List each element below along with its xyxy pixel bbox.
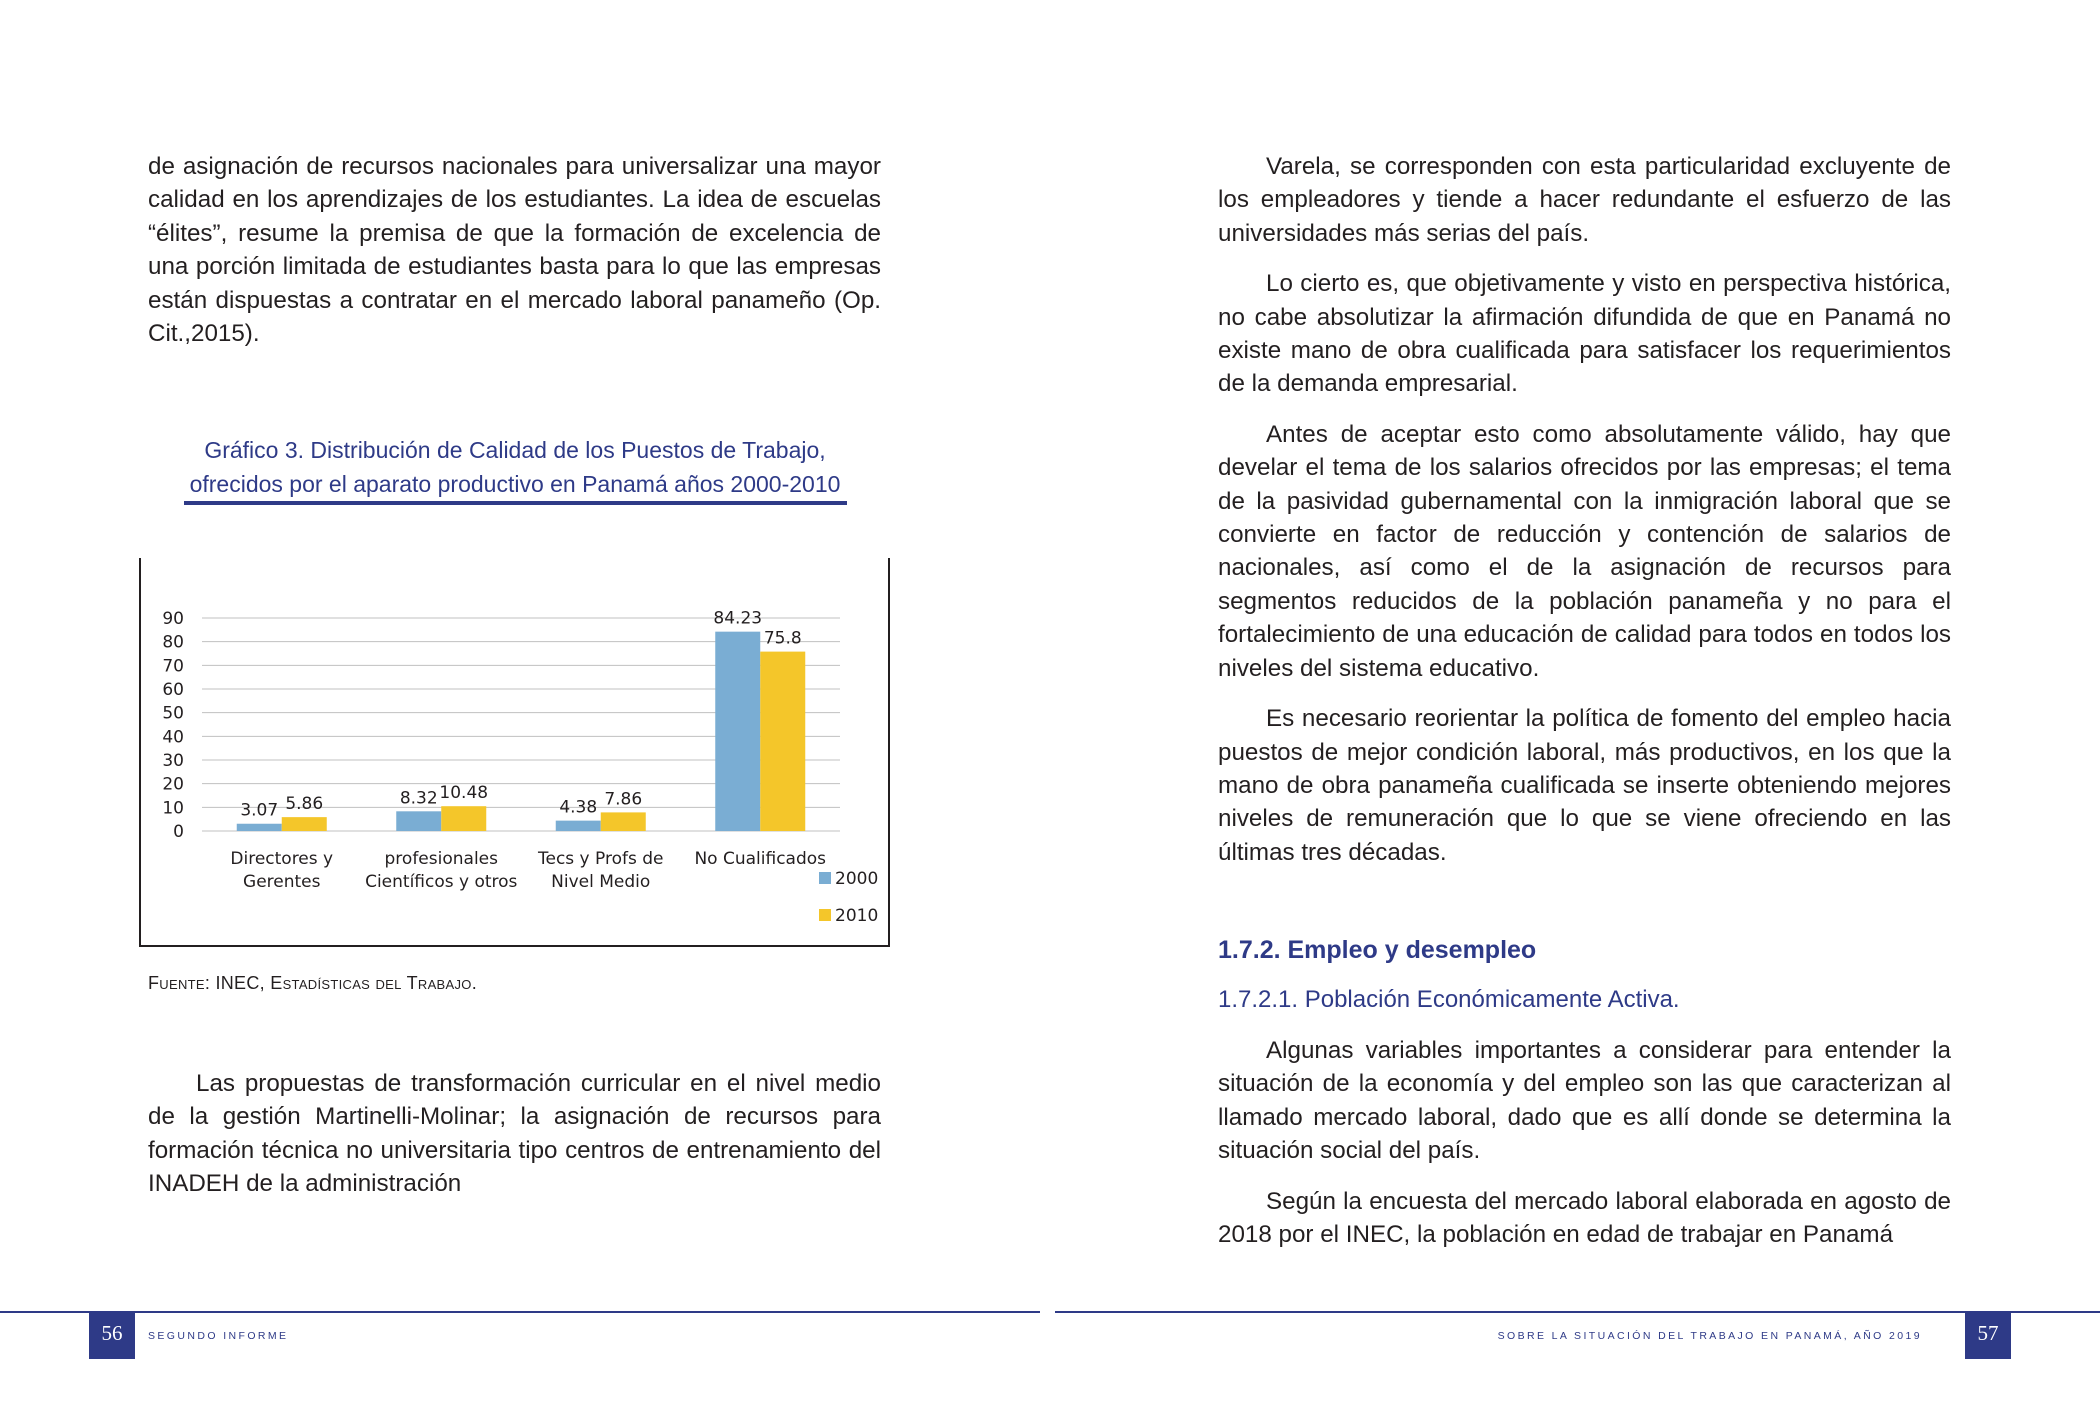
bar-2010 bbox=[760, 652, 805, 831]
right-paragraph-1: Varela, se corresponden con esta particularidad excluyente de los empleadores y tiende a hacer redundante el esfuerzo de las universidades más serias del país. bbox=[1218, 153, 1951, 247]
right-page-column bbox=[1218, 150, 1951, 869]
left-footer-rule bbox=[0, 1311, 1040, 1313]
legend-label: 2000 bbox=[835, 869, 879, 889]
y-tick-label: 30 bbox=[162, 751, 184, 771]
left-page-bottom bbox=[148, 1067, 881, 1201]
left-page-number: 56 bbox=[89, 1312, 135, 1359]
bar-2010 bbox=[282, 817, 327, 831]
chart-caption-line-1: Gráfico 3. Distribución de Calidad de los Puestos de Trabajo, bbox=[204, 437, 826, 463]
bar-2000 bbox=[556, 821, 601, 831]
y-tick-label: 50 bbox=[162, 703, 184, 724]
right-paragraph-3: Antes de aceptar esto como absolutamente válido, hay que develar el tema de los salarios ofrecidos por las empresas; el tema de la pasividad gubernamental con la inmigración laboral que se convierte en factor de reducción y contención de salarios de nacionales, así como el de la asignación de recursos para segmentos reducidos de la población panameña y no para el fortalecimiento de una educación de calidad para todos en todos los niveles del sistema educativo. bbox=[1218, 420, 1951, 682]
x-category-label: Directores y bbox=[230, 849, 334, 869]
x-category-label: Nivel Medio bbox=[551, 872, 651, 892]
right-page-number: 57 bbox=[1965, 1312, 2011, 1359]
subsection-heading: 1.7.2.1. Población Económicamente Activa. bbox=[1218, 986, 1680, 1013]
data-label: 7.86 bbox=[604, 789, 643, 810]
bar-chart-svg bbox=[139, 558, 890, 947]
data-label: 5.86 bbox=[285, 794, 324, 815]
bar-2000 bbox=[396, 811, 441, 831]
y-tick-label: 40 bbox=[162, 727, 184, 748]
section-heading: 1.7.2. Empleo y desempleo bbox=[1218, 936, 1537, 964]
y-tick-label: 60 bbox=[162, 680, 184, 700]
y-tick-label: 0 bbox=[173, 822, 184, 842]
data-label: 8.32 bbox=[399, 788, 438, 809]
right-footer-text: SOBRE LA SITUACIÓN DEL TRABAJO EN PANAMÁ, AÑO 2019 bbox=[1497, 1330, 1922, 1342]
x-category-label: profesionales bbox=[384, 849, 498, 869]
chart-caption-line-2: ofrecidos por el aparato productivo en Panamá años 2000-2010 bbox=[189, 471, 841, 497]
data-label: 3.07 bbox=[240, 800, 279, 821]
bar-2000 bbox=[715, 632, 760, 831]
right-paragraph-6: Según la encuesta del mercado laboral elaborada en agosto de 2018 por el INEC, la población en edad de trabajar en Panamá bbox=[1218, 1187, 1951, 1249]
chart-caption bbox=[160, 433, 870, 501]
y-tick-label: 20 bbox=[162, 774, 184, 795]
right-page-lower bbox=[1218, 1034, 1951, 1251]
legend-label: 2010 bbox=[835, 906, 879, 926]
legend-swatch-2010 bbox=[819, 909, 831, 921]
chart-source-note: Fuente: INEC, Estadísticas del Trabajo. bbox=[148, 973, 478, 993]
left-page-column bbox=[148, 150, 881, 350]
caption-underline bbox=[184, 501, 847, 505]
left-footer-text: SEGUNDO INFORME bbox=[148, 1330, 289, 1342]
bar-chart bbox=[139, 558, 890, 947]
left-paragraph-1: de asignación de recursos nacionales para universalizar una mayor calidad en los aprendizajes de los estudiantes. La idea de escuelas “élites”, resume la premisa de que la formación de excelencia de una porción limitada de estudiantes basta para lo que las empresas están dispuestas a contratar en el mercado laboral panameño (Op. Cit.,2015). bbox=[148, 153, 881, 348]
data-label: 4.38 bbox=[559, 797, 598, 818]
data-label: 75.8 bbox=[763, 628, 802, 649]
y-tick-label: 90 bbox=[162, 609, 184, 629]
x-category-label: Gerentes bbox=[243, 872, 321, 892]
right-footer-rule bbox=[1055, 1311, 2100, 1313]
left-paragraph-2: Las propuestas de transformación curricular en el nivel medio de la gestión Martinelli-Molinar; la asignación de recursos para formación técnica no universitaria tipo centros de entrenamiento del INADEH de la administración bbox=[148, 1070, 881, 1198]
legend-swatch-2000 bbox=[819, 872, 831, 884]
bar-2010 bbox=[441, 806, 486, 831]
x-category-label: Científicos y otros bbox=[365, 872, 518, 892]
y-tick-label: 70 bbox=[162, 656, 184, 677]
data-label: 84.23 bbox=[713, 608, 763, 629]
data-label: 10.48 bbox=[439, 783, 489, 804]
bar-2010 bbox=[601, 812, 646, 831]
right-paragraph-5: Algunas variables importantes a considerar para entender la situación de la economía y del empleo son las que caracterizan al llamado mercado laboral, dado que es allí donde se determina la situación social del país. bbox=[1218, 1037, 1951, 1165]
right-paragraph-4: Es necesario reorientar la política de fomento del empleo hacia puestos de mejor condición laboral, más productivos, en los que la mano de obra panameña cualificada se inserte obteniendo mejores niveles de remuneración que lo que se viene ofreciendo en las últimas tres décadas. bbox=[1218, 705, 1951, 866]
x-category-label: No Cualificados bbox=[694, 849, 827, 869]
x-category-label: Tecs y Profs de bbox=[538, 849, 664, 869]
y-tick-label: 10 bbox=[162, 798, 184, 819]
y-tick-label: 80 bbox=[162, 632, 184, 653]
right-paragraph-2: Lo cierto es, que objetivamente y visto en perspectiva histórica, no cabe absolutizar la afirmación difundida de que en Panamá no existe mano de obra cualificada para satisfacer los requerimientos de la demanda empresarial. bbox=[1218, 270, 1951, 398]
bar-2000 bbox=[237, 824, 282, 831]
